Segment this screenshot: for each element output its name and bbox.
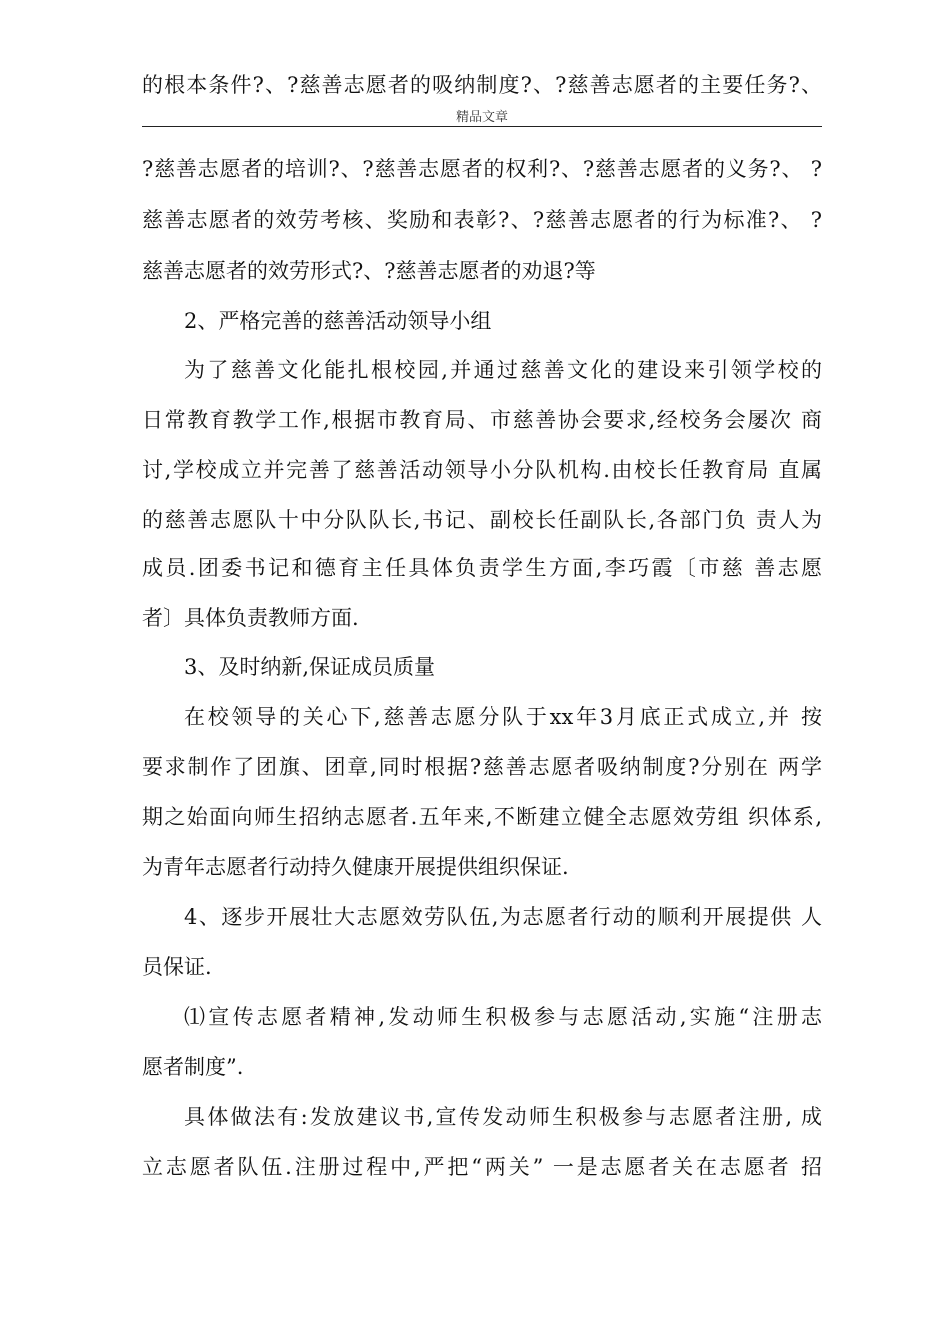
subsection-heading: ⑴宣传志愿者精神,发动师生积极参与志愿活动,实施“注册志	[184, 1005, 822, 1029]
running-header-label: 精品文章	[455, 110, 508, 125]
section-heading: 3、及时纳新,保证成员质量	[184, 655, 436, 679]
section-heading: 2、严格完善的慈善活动领导小组	[184, 309, 492, 333]
text-line: ?慈善志愿者的培训?、?慈善志愿者的权利?、?慈善志愿者的义务?、 ?	[142, 157, 822, 181]
text-line: 期之始面向师生招纳志愿者.五年来,不断建立健全志愿效劳组 织体系,	[142, 805, 822, 829]
section-heading: 4、逐步开展壮大志愿效劳队伍,为志愿者行动的顺利开展提供 人	[184, 905, 822, 929]
text-line: 的慈善志愿队十中分队队长,书记、副校长任副队长,各部门负 责人为	[142, 508, 822, 532]
text-line: 为青年志愿者行动持久健康开展提供组织保证.	[142, 855, 569, 879]
text-line: 讨,学校成立并完善了慈善活动领导小分队机构.由校长任教育局 直属	[142, 458, 822, 482]
text-line: 要求制作了团旗、团章,同时根据?慈善志愿者吸纳制度?分别在 两学	[142, 755, 822, 779]
text-line: 愿者制度”.	[142, 1055, 244, 1079]
text-line: 慈善志愿者的效劳考核、奖励和表彰?、?慈善志愿者的行为标准?、 ?	[142, 208, 822, 232]
text-line: 的根本条件?、?慈善志愿者的吸纳制度?、?慈善志愿者的主要任务?、	[142, 73, 822, 97]
text-line: 者〕具体负责教师方面.	[142, 606, 359, 630]
text-line: 具体做法有:发放建议书,宣传发动师生积极参与志愿者注册, 成	[184, 1105, 822, 1129]
text-line: 日常教育教学工作,根据市教育局、市慈善协会要求,经校务会屡次 商	[142, 408, 822, 432]
text-line: 为了慈善文化能扎根校园,并通过慈善文化的建设来引领学校的	[184, 358, 822, 382]
text-line: 员保证.	[142, 955, 212, 979]
text-line: 成员.团委书记和德育主任具体负责学生方面,李巧霞〔市慈 善志愿	[142, 556, 822, 580]
text-line: 慈善志愿者的效劳形式?、?慈善志愿者的劝退?等	[142, 259, 596, 283]
text-line: 立志愿者队伍.注册过程中,严把“两关” 一是志愿者关在志愿者 招	[142, 1155, 822, 1179]
text-line: 在校领导的关心下,慈善志愿分队于xx年3月底正式成立,并 按	[184, 705, 822, 729]
header-rule	[142, 126, 822, 127]
